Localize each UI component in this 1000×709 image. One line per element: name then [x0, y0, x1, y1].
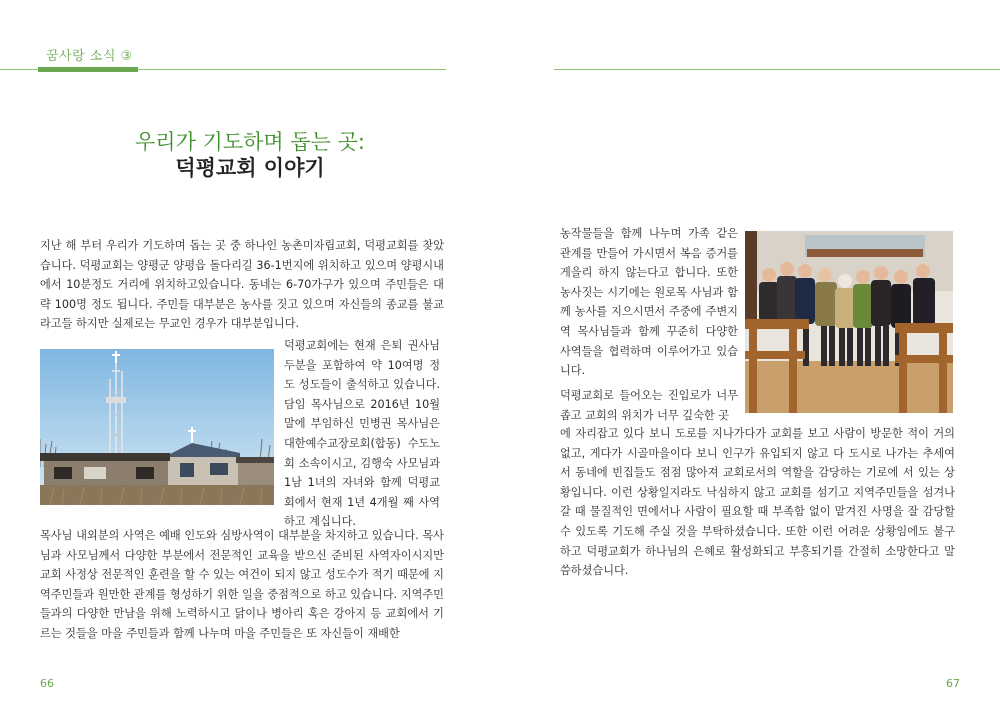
article-subtitle: 덕평교회 이야기	[175, 156, 325, 180]
group-photo-image	[745, 231, 953, 413]
page-number-right: 67	[946, 677, 960, 690]
church-photo	[40, 349, 274, 505]
paragraph-ministry	[40, 526, 444, 644]
section-label: 꿈사랑 소식 ③	[46, 49, 133, 64]
church-photo-image	[40, 349, 274, 505]
article-title: 우리가 기도하며 돕는 곳:	[135, 130, 365, 154]
paragraph-congregation	[284, 336, 440, 532]
paragraph-ministry-text: 목사님 내외분의 사역은 예배 인도와 심방사역이 대부분을 차지하고 있습니다. 목사님과 사모님께서 다양한 부분에서 전문적인 교육을 받으신 준비된 사역자이시지만 교회 사정상 전문적인 훈련을 할 수 있는 여건이 되지 않고 성도수가 적기 때문에 지역주민들과 원만한 관계를 형성하기 위한 일을 중점적으로 하고 있습니다. 지역주민들과의 다양한 만남을 위해 노력하시고 닭이나 병아리 혹은 강아지 등 교회에서 기르는 것들을 마을 주민들과 함께 나누며 마을 주민들은 또 자신들이 재배한	[40, 529, 444, 640]
paragraph-prayer-request	[560, 424, 955, 581]
paragraph-congregation-text: 덕평교회에는 현재 은퇴 권사님 두분을 포함하여 약 10여명 정도 성도들이 출석하고 있습니다. 담임 목사님으로 2016년 10월말에 부임하신 민병권 목사님은 대한예수교장로회(합동) 수도노회 소속이시고, 김행숙 사모님과 1남 1녀의 자녀와 함께 덕평교회에서 현재 1년 4개월 째 사역하고 계십니다.	[284, 339, 440, 529]
header-rule-accent	[38, 67, 138, 72]
page-number-left: 66	[40, 677, 54, 690]
paragraph-intro-text: 지난 해 부터 우리가 기도하며 돕는 곳 중 하나인 농촌미자립교회, 덕평교회를 찾았습니다. 덕평교회는 양평군 양평읍 돌다리길 36-1번지에 위치하고 있으며 양평시내에서 10분정도 거리에 위치하고있습니다. 동네는 6-70가구가 있으며 주민들은 대략 100명 정도 됩니다. 주민들 대부분은 농사를 짓고 있으며 자신들의 종교를 불교라고들 하지만 실제로는 무교인 경우가 대부분입니다.	[40, 239, 444, 331]
paragraph-location	[560, 386, 738, 425]
header-rule-right	[554, 69, 1000, 70]
paragraph-prayer-request-text: 에 자리잡고 있다 보니 도로를 지나가다가 교회를 보고 사람이 방문한 적이 거의 없고, 게다가 시골마을이다 보니 인구가 유입되지 않고 다 도시로 나가는 추세여서 동네에 빈집들도 점점 많아져 교회로서의 역할을 감당하는 기로에 서 있는 상황입니다. 이런 상황일지라도 낙심하지 않고 교회를 섬기고 지역주민들을 섬겨나갈 때 물질적인 면에서나 사람이 필요할 때 부족함 없이 맡겨진 사명을 잘 감당할 수 있도록 기도해 주실 것을 부탁하셨습니다. 또한 이런 어려운 상황임에도 불구하고 덕평교회가 하나님의 은혜로 활성화되고 부흥되기를 간절히 소망한다고 말씀하셨습니다.	[560, 427, 955, 578]
paragraph-location-text: 덕평교회로 들어오는 진입로가 너무 좁고 교회의 위치가 너무 깊숙한 곳	[560, 389, 738, 422]
paragraph-intro	[40, 236, 444, 334]
paragraph-farming	[560, 224, 738, 381]
paragraph-farming-text: 농작물들을 함께 나누며 가족 같은 관계를 만들어 가시면서 복음 증거를 게을리 하지 않는다고 합니다. 또한 농사짓는 시기에는 원로목 사님과 함께 농사를 지으시면서 주중에 주변지역 목사님들과 함께 꾸준히 다양한 사역들을 협력하며 이루어가고 있습니다.	[560, 227, 738, 378]
group-photo	[745, 231, 953, 413]
